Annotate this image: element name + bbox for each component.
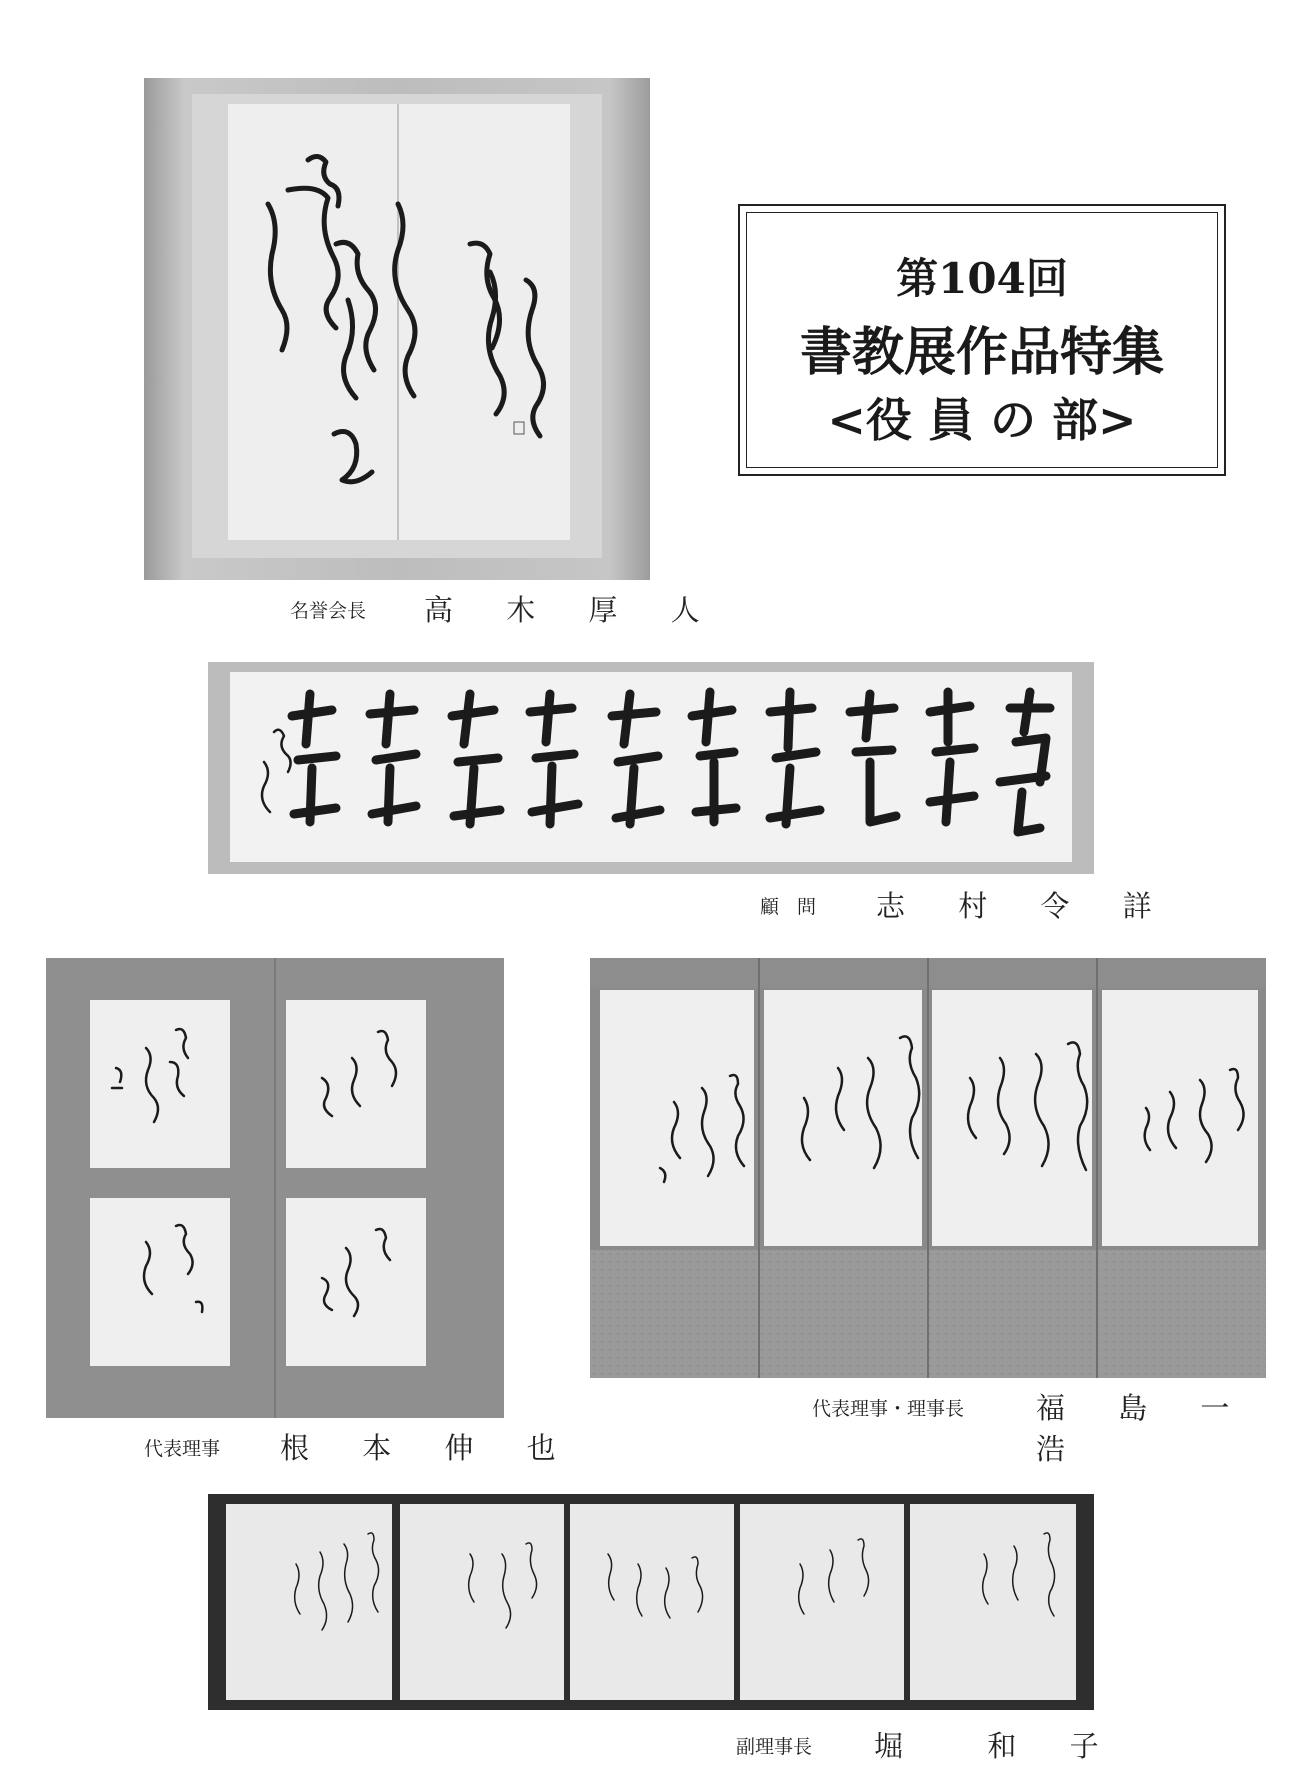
title-line-3: <役 員 の 部>: [827, 393, 1137, 447]
caption-name-5: 堀 和 子: [874, 1729, 1121, 1763]
caption-name-1: 高 木 厚 人: [424, 593, 722, 627]
caption-role-4: 代表理事・理事長: [812, 1398, 965, 1420]
title-line-2: 書教展作品特集: [799, 322, 1164, 383]
artwork-fukushima: [590, 958, 1266, 1378]
title-box: [738, 204, 1226, 476]
caption-role-2: 顧 問: [760, 896, 823, 918]
caption-role-3: 代表理事: [144, 1438, 221, 1460]
caption-role-1: 名誉会長: [290, 600, 367, 622]
artwork-hori: [208, 1494, 1094, 1710]
artwork-takagi: [144, 78, 650, 580]
caption-name-4: 福 島 一 浩: [1036, 1391, 1252, 1466]
caption-name-2: 志 村 令 詳: [876, 889, 1174, 923]
title-line-1: 第104回: [896, 254, 1068, 303]
artwork-nemoto: [46, 958, 504, 1418]
artwork-shimura: [208, 662, 1094, 874]
caption-role-5: 副理事長: [736, 1736, 813, 1758]
caption-name-3: 根 本 伸 也: [280, 1431, 578, 1465]
